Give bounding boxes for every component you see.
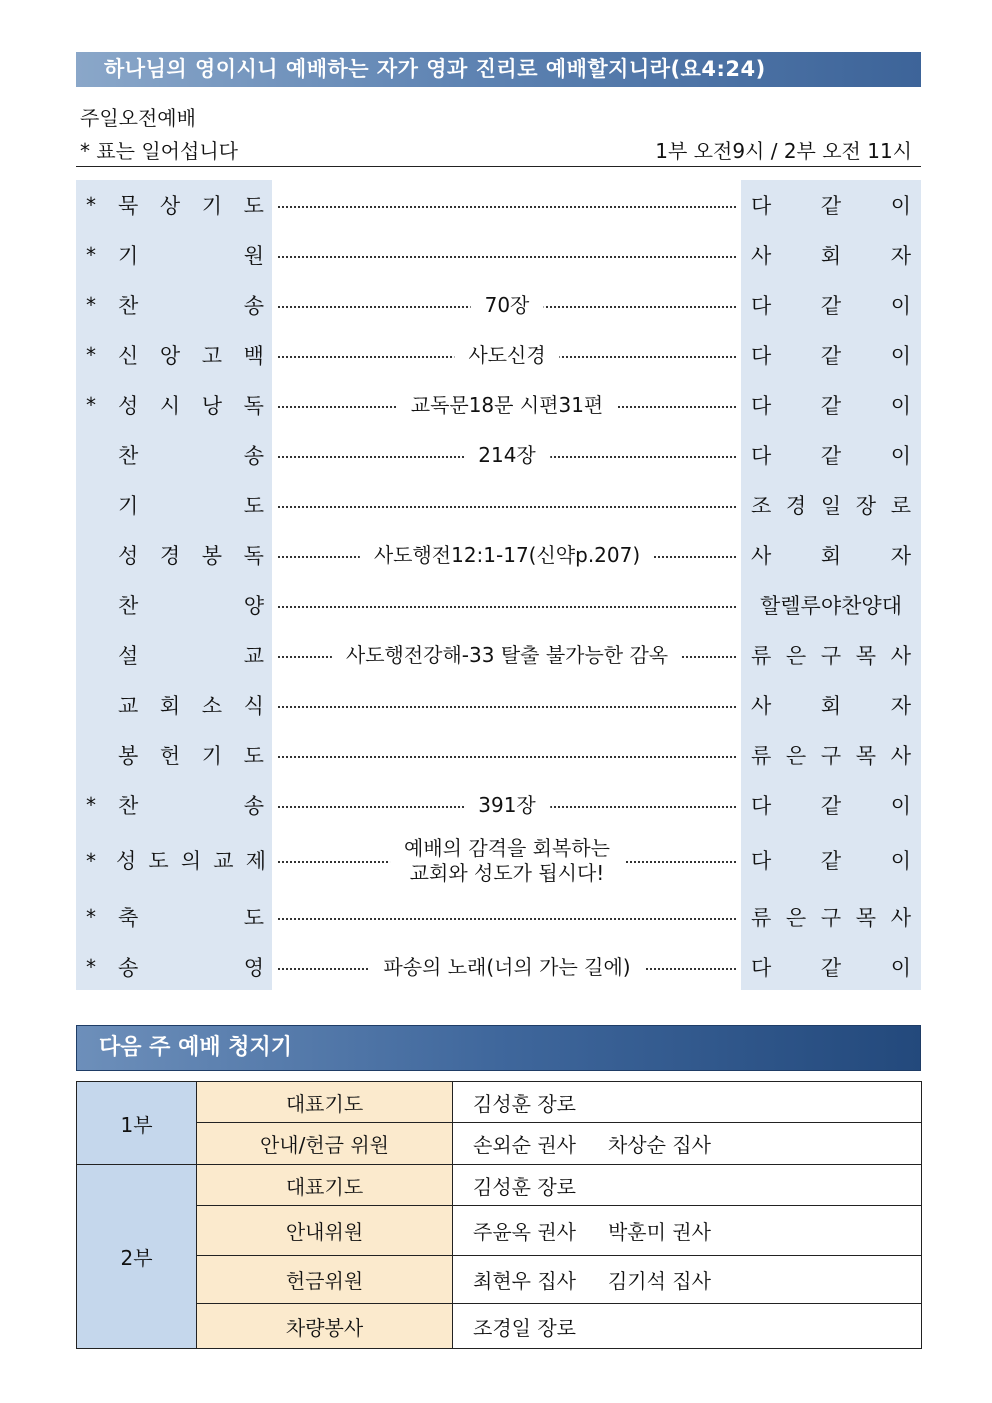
service-title: 주일오전예배 <box>80 106 196 130</box>
order-item-label <box>118 330 264 380</box>
duty-names <box>453 1256 922 1304</box>
standing-marker: * <box>86 793 96 817</box>
order-item-person <box>751 780 911 830</box>
duty-names <box>453 1123 922 1165</box>
duty-person-name: 김기석 집사 <box>607 1269 711 1293</box>
char: 이 <box>890 956 911 980</box>
duty-row <box>77 1123 922 1165</box>
order-item-label <box>118 480 264 530</box>
duty-person-name: 주윤옥 권사 <box>473 1220 576 1244</box>
order-row <box>76 230 921 280</box>
standing-marker: * <box>86 955 96 979</box>
char: 도 <box>148 849 169 873</box>
order-item-label <box>118 280 264 330</box>
char: 다 <box>751 956 772 980</box>
duty-names <box>453 1165 922 1206</box>
duty-person-name: 조경일 장로 <box>473 1315 576 1340</box>
duty-person-name: 김성훈 장로 <box>473 1091 576 1116</box>
char: 다 <box>751 444 772 468</box>
order-item-person <box>751 892 911 942</box>
order-item-detail: 교독문18문 시편31편 <box>397 380 618 430</box>
char: 도 <box>243 744 264 768</box>
order-row <box>76 330 921 380</box>
duty-person-name: 차상순 집사 <box>607 1133 711 1157</box>
dot-leader <box>278 730 736 780</box>
order-item-detail: 사도행전12:1-17(신약p.207) <box>360 530 654 580</box>
dotted-line <box>278 706 736 708</box>
char: 같 <box>820 394 842 418</box>
scripture-banner: 하나님의 영이시니 예배하는 자가 영과 진리로 예배할지니라(요4:24) <box>76 52 921 87</box>
char: 찬 <box>118 444 139 468</box>
char: 헌 <box>159 744 181 768</box>
char: 사 <box>890 744 911 768</box>
dotted-line <box>278 506 736 508</box>
dot-leader <box>278 942 736 992</box>
order-item-label <box>118 942 264 992</box>
char: 회 <box>159 694 181 718</box>
char: 사 <box>890 644 911 668</box>
order-item-person <box>751 230 911 280</box>
char: 목 <box>855 906 877 930</box>
order-item-detail: 파송의 노래(너의 가는 길에) <box>369 942 644 992</box>
char: 류 <box>751 906 772 930</box>
standing-marker: * <box>86 193 96 217</box>
char: 류 <box>751 644 772 668</box>
char: 사 <box>890 906 911 930</box>
char: 이 <box>890 344 911 368</box>
char: 소 <box>201 694 223 718</box>
char: 이 <box>890 849 911 873</box>
char: 봉 <box>201 544 223 568</box>
order-row <box>76 892 921 942</box>
dot-leader <box>278 380 736 430</box>
char: 찬 <box>118 794 139 818</box>
char: 이 <box>890 294 911 318</box>
duty-role: 차량봉사 <box>197 1304 453 1349</box>
char: 성 <box>118 544 139 568</box>
dotted-line <box>278 206 736 208</box>
order-row <box>76 580 921 630</box>
standing-note: * 표는 일어섭니다 <box>80 139 238 163</box>
duty-role: 안내/헌금 위원 <box>197 1123 453 1165</box>
order-item-label <box>118 580 264 630</box>
char: 사 <box>751 244 772 268</box>
order-item-label <box>118 430 264 480</box>
order-item-label <box>118 630 264 680</box>
duty-role: 대표기도 <box>197 1082 453 1123</box>
order-item-person <box>751 480 911 530</box>
dot-leader <box>278 780 736 830</box>
char: 자 <box>890 694 911 718</box>
service-part-label: 2부 <box>77 1165 197 1349</box>
char: 이 <box>890 444 911 468</box>
duty-role: 헌금위원 <box>197 1256 453 1304</box>
char: 경 <box>785 494 807 518</box>
order-item-detail: 사도행전강해-33 탈출 불가능한 감옥 <box>332 630 682 680</box>
char: 낭 <box>201 394 223 418</box>
dot-leader <box>278 830 736 892</box>
char: 일 <box>820 494 842 518</box>
standing-marker: * <box>86 905 96 929</box>
order-item-person <box>751 830 911 892</box>
char: 경 <box>159 544 181 568</box>
order-row <box>76 430 921 480</box>
order-item-person <box>751 730 911 780</box>
dotted-line <box>278 256 736 258</box>
order-item-person <box>751 380 911 430</box>
char: 제 <box>245 849 266 873</box>
duty-person-name: 최현우 집사 <box>473 1269 576 1293</box>
dot-leader <box>278 180 736 230</box>
dotted-line <box>278 918 736 920</box>
char: 이 <box>890 394 911 418</box>
order-row <box>76 730 921 780</box>
char: 축 <box>118 906 139 930</box>
order-row <box>76 830 921 892</box>
char: 백 <box>243 344 264 368</box>
order-item-label <box>118 530 264 580</box>
char: 이 <box>890 794 911 818</box>
char: 송 <box>243 444 264 468</box>
char: 사 <box>751 694 772 718</box>
dot-leader <box>278 280 736 330</box>
standing-marker: * <box>86 393 96 417</box>
char: 성 <box>116 849 137 873</box>
order-item-label <box>118 892 264 942</box>
order-row <box>76 380 921 430</box>
next-week-duty-table <box>76 1081 922 1349</box>
char: 의 <box>180 849 202 873</box>
order-row <box>76 942 921 992</box>
standing-marker: * <box>86 343 96 367</box>
duty-names <box>453 1206 922 1256</box>
dot-leader <box>278 630 736 680</box>
duty-person-name: 김성훈 장로 <box>473 1174 576 1199</box>
char: 기 <box>201 744 223 768</box>
duty-row <box>77 1165 922 1206</box>
order-item-label <box>116 830 266 892</box>
duty-row <box>77 1304 922 1349</box>
char: 같 <box>820 794 842 818</box>
order-item-detail: 214장 <box>464 430 550 480</box>
char: 류 <box>751 744 772 768</box>
char: 도 <box>243 494 264 518</box>
char: 자 <box>890 544 911 568</box>
char: 목 <box>855 744 877 768</box>
char: 앙 <box>159 344 181 368</box>
char: 다 <box>751 394 772 418</box>
order-row <box>76 280 921 330</box>
char: 같 <box>820 344 842 368</box>
char: 자 <box>890 244 911 268</box>
char: 상 <box>159 194 181 218</box>
order-of-worship <box>76 180 921 990</box>
order-item-person <box>751 430 911 480</box>
char: 같 <box>820 294 842 318</box>
char: 기 <box>118 244 139 268</box>
order-item-label <box>118 730 264 780</box>
duty-person-name: 박훈미 권사 <box>607 1220 711 1244</box>
char: 사 <box>751 544 772 568</box>
duty-role: 대표기도 <box>197 1165 453 1206</box>
char: 구 <box>820 906 842 930</box>
char: 식 <box>243 694 264 718</box>
dot-leader <box>278 480 736 530</box>
char: 다 <box>751 794 772 818</box>
char: 다 <box>751 344 772 368</box>
dot-leader <box>278 230 736 280</box>
char: 장 <box>855 494 877 518</box>
char: 은 <box>785 744 807 768</box>
order-item-person <box>751 942 911 992</box>
duty-names <box>453 1304 922 1349</box>
dot-leader <box>278 430 736 480</box>
duty-row <box>77 1082 922 1123</box>
order-row <box>76 630 921 680</box>
char: 구 <box>820 644 842 668</box>
char: 고 <box>201 344 223 368</box>
char: 묵 <box>118 194 139 218</box>
header-rule <box>76 166 921 167</box>
service-times: 1부 오전9시 / 2부 오전 11시 <box>655 139 912 163</box>
char: 조 <box>751 494 772 518</box>
order-row <box>76 480 921 530</box>
duty-person-name: 손외순 권사 <box>473 1133 576 1157</box>
order-item-detail: 사도신경 <box>454 330 559 380</box>
char: 같 <box>820 956 842 980</box>
char: 찬 <box>118 594 139 618</box>
order-item-person <box>751 330 911 380</box>
char: 회 <box>820 244 842 268</box>
char: 다 <box>751 194 772 218</box>
dot-leader <box>278 680 736 730</box>
order-row <box>76 530 921 580</box>
char: 은 <box>785 644 807 668</box>
char: 기 <box>118 494 139 518</box>
duty-names <box>453 1082 922 1123</box>
char: 시 <box>159 394 181 418</box>
char: 송 <box>243 794 264 818</box>
char: 기 <box>201 194 223 218</box>
char: 독 <box>243 394 264 418</box>
char: 구 <box>820 744 842 768</box>
char: 회 <box>820 694 842 718</box>
char: 송 <box>118 956 139 980</box>
char: 양 <box>243 594 264 618</box>
char: 영 <box>243 956 264 980</box>
char: 찬 <box>118 294 139 318</box>
order-item-person: 할렐루야찬양대 <box>759 594 902 618</box>
order-item-person <box>751 280 911 330</box>
order-item-label <box>118 780 264 830</box>
order-item-person <box>751 530 911 580</box>
dotted-line <box>278 756 736 758</box>
order-item-label <box>118 380 264 430</box>
dot-leader <box>278 580 736 630</box>
char: 교 <box>213 849 234 873</box>
char: 봉 <box>118 744 139 768</box>
char: 도 <box>243 906 264 930</box>
dot-leader <box>278 892 736 942</box>
order-item-person <box>751 630 911 680</box>
char: 은 <box>785 906 807 930</box>
char: 설 <box>118 644 139 668</box>
next-week-header: 다음 주 예배 청지기 <box>76 1025 921 1071</box>
char: 다 <box>751 849 772 873</box>
dot-leader <box>278 530 736 580</box>
order-item-detail: 391장 <box>464 780 550 830</box>
order-item-person <box>751 180 911 230</box>
char: 신 <box>118 344 139 368</box>
order-item-detail: 70장 <box>471 280 544 330</box>
duty-row <box>77 1206 922 1256</box>
dotted-line <box>278 606 736 608</box>
char: 회 <box>820 544 842 568</box>
dot-leader <box>278 330 736 380</box>
char: 교 <box>243 644 264 668</box>
standing-marker: * <box>86 849 96 873</box>
order-item-detail: 예배의 감격을 회복하는 교회와 성도가 됩시다! <box>390 830 624 892</box>
order-row <box>76 680 921 730</box>
standing-marker: * <box>86 243 96 267</box>
char: 같 <box>820 444 842 468</box>
char: 같 <box>820 194 842 218</box>
char: 같 <box>820 849 842 873</box>
duty-row <box>77 1256 922 1304</box>
duty-role: 안내위원 <box>197 1206 453 1256</box>
order-item-label <box>118 230 264 280</box>
char: 원 <box>243 244 264 268</box>
char: 다 <box>751 294 772 318</box>
char: 로 <box>890 494 911 518</box>
order-item-person <box>751 680 911 730</box>
standing-marker: * <box>86 293 96 317</box>
order-row <box>76 780 921 830</box>
order-row <box>76 180 921 230</box>
char: 송 <box>243 294 264 318</box>
char: 목 <box>855 644 877 668</box>
char: 독 <box>243 544 264 568</box>
char: 교 <box>118 694 139 718</box>
order-item-label <box>118 680 264 730</box>
service-part-label: 1부 <box>77 1082 197 1165</box>
char: 도 <box>243 194 264 218</box>
order-item-label <box>118 180 264 230</box>
char: 이 <box>890 194 911 218</box>
char: 성 <box>118 394 139 418</box>
